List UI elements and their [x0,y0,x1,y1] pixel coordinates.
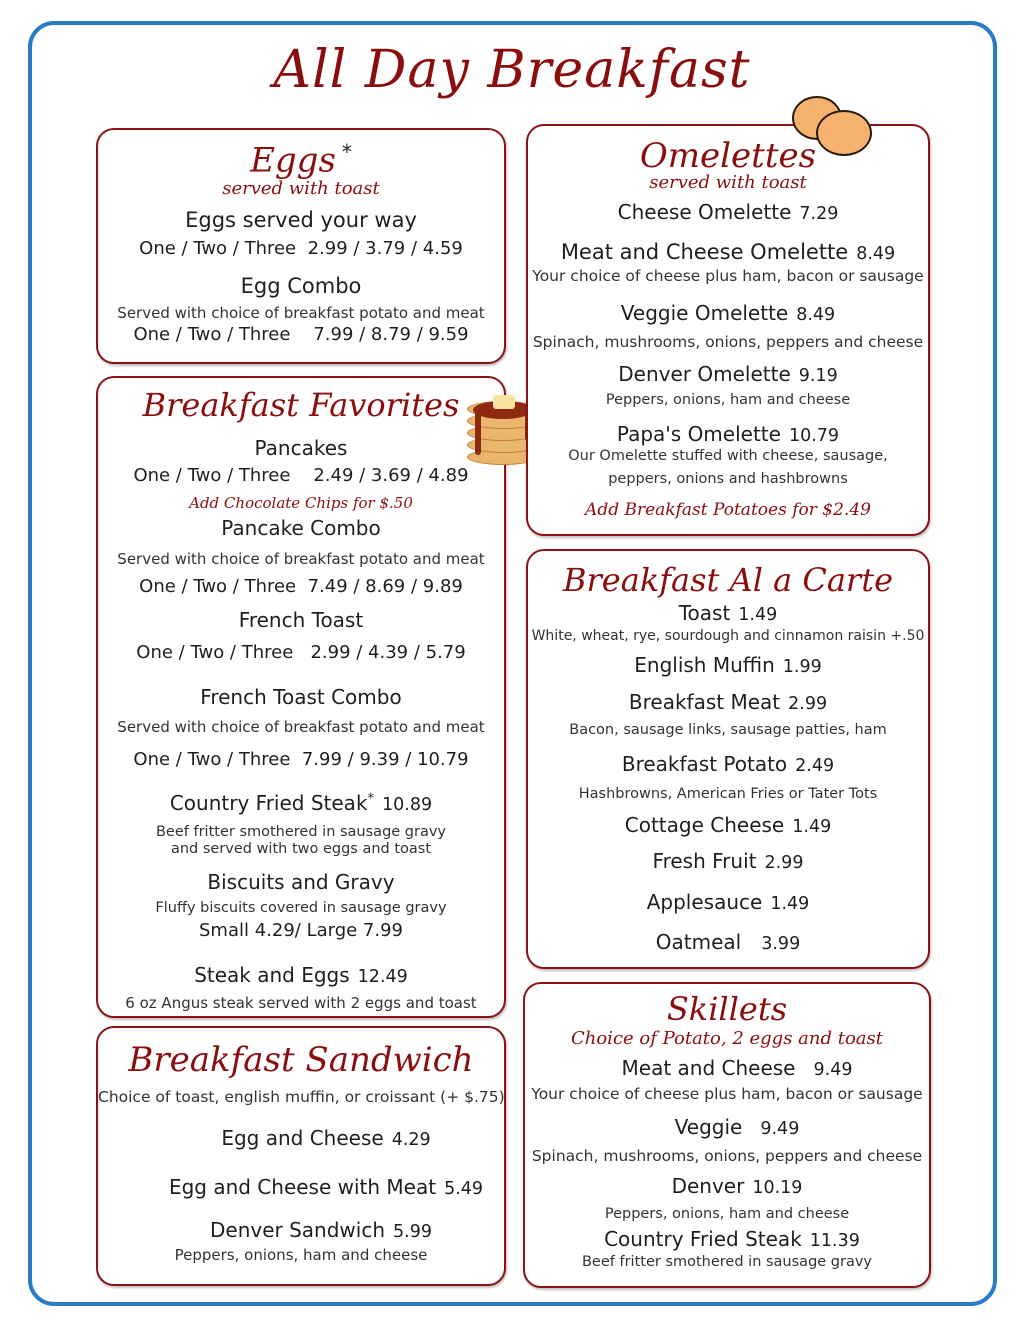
section-subheading: Choice of toast, english muffin, or croissant (+ $.75) [98,1088,505,1106]
menu-item-name: Country Fried Steak 11.39 [604,1227,860,1251]
menu-item-sizes: Small 4.29/ Large 7.99 [198,920,404,941]
menu-item-name: Meat and Cheese Omelette 8.49 [560,240,896,264]
menu-item-description: 6 oz Angus steak served with 2 eggs and toast [125,994,477,1012]
menu-item-description: and served with two eggs and toast [170,841,432,857]
menu-item-options: One / Two / Three 7.99 / 9.39 / 10.79 [133,749,469,770]
section-subheading: served with toast [222,178,380,199]
menu-item-name: Meat and Cheese 9.49 [621,1056,853,1080]
menu-item-name: French Toast [238,608,364,632]
menu-item-description: Fluffy biscuits covered in sausage gravy [155,900,447,916]
menu-item-description: Your choice of cheese plus ham, bacon or sausage [531,1085,923,1103]
section-breakfast-favorites [96,376,506,1018]
menu-item-description: Peppers, onions, ham and cheese [174,1246,428,1264]
section-omelettes [526,124,930,536]
menu-item-description: Spinach, mushrooms, onions, peppers and cheese [532,333,924,351]
menu-item-description: Beef fritter smothered in sausage gravy [581,1254,873,1270]
menu-item-name: Denver Sandwich 5.99 [210,1218,432,1242]
menu-item-name: Oatmeal 3.99 [655,930,801,954]
menu-item-options: One / Two / Three 2.49 / 3.69 / 4.89 [133,465,469,486]
menu-item-name: Pancake Combo [221,516,381,540]
menu-item-name: Egg and Cheese 4.29 [221,1126,431,1150]
menu-item-name: Steak and Eggs 12.49 [194,963,408,987]
menu-item-description: Spinach, mushrooms, onions, peppers and cheese [531,1147,923,1165]
menu-item-name: Breakfast Meat 2.99 [628,690,828,714]
menu-item-description: Peppers, onions, ham and cheese [605,392,851,408]
menu-item-options: One / Two / Three 7.99 / 8.79 / 9.59 [133,324,469,345]
section-breakfast-al-a-carte [526,549,930,969]
section-subheading: Choice of Potato, 2 eggs and toast [570,1028,883,1049]
menu-item-description: Served with choice of breakfast potato and meat [117,304,485,322]
menu-item-description: Your choice of cheese plus ham, bacon or sausage [532,267,924,285]
menu-item-name: Pancakes [254,436,348,460]
menu-note: Add Chocolate Chips for $.50 [189,494,413,512]
menu-item-description: Served with choice of breakfast potato and meat [117,718,485,736]
menu-item-name: English Muffin 1.99 [634,653,822,677]
menu-item-description: Bacon, sausage links, sausage patties, ham [569,722,887,738]
menu-item-name: Egg Combo [240,274,362,298]
menu-item-name: Country Fried Steak* 10.89 [169,791,433,815]
menu-item-name: Applesauce 1.49 [646,890,810,914]
menu-item-name: Veggie Omelette 8.49 [620,301,836,325]
menu-item-name: Biscuits and Gravy [207,870,395,894]
section-breakfast-sandwich [96,1026,506,1286]
menu-item-name: Cheese Omelette 7.29 [617,200,839,224]
section-eggs [96,128,506,364]
menu-item-name: Papa's Omelette 10.79 [616,422,840,446]
menu-item-description: Hashbrowns, American Fries or Tater Tots [578,786,878,802]
page-title: All Day Breakfast [273,40,751,100]
menu-item-description: peppers, onions and hashbrowns [608,471,848,487]
menu-item-name: Denver 10.19 [671,1174,803,1198]
menu-item-description: White, wheat, rye, sourdough and cinnamon raisin +.50 [531,628,925,644]
menu-item-name: Veggie 9.49 [674,1115,800,1139]
menu-item-options: One / Two / Three 2.99 / 3.79 / 4.59 [139,238,463,259]
menu-item-name: Egg and Cheese with Meat 5.49 [168,1175,484,1199]
section-heading: Breakfast Al a Carte [562,561,893,599]
menu-item-description: Peppers, onions, ham and cheese [604,1206,850,1222]
menu-item-name: French Toast Combo [200,685,402,709]
section-skillets [523,982,931,1288]
menu-item-name: Cottage Cheese 1.49 [624,813,832,837]
menu-item-name: Eggs served your way [185,208,417,232]
section-heading: Breakfast Sandwich [128,1040,474,1080]
menu-item-options: One / Two / Three 7.49 / 8.69 / 9.89 [139,576,463,597]
menu-item-name: Fresh Fruit 2.99 [652,849,804,873]
menu-item-name: Breakfast Potato 2.49 [621,752,835,776]
menu-item-description: Beef fritter smothered in sausage gravy [155,824,447,840]
section-heading: Eggs * [250,140,352,181]
section-heading: Skillets [666,990,788,1028]
section-subheading: served with toast [649,172,807,193]
menu-item-name: Denver Omelette 9.19 [618,362,838,386]
menu-item-name: Toast 1.49 [678,601,778,625]
section-heading: Breakfast Favorites [142,386,460,424]
menu-item-options: One / Two / Three 2.99 / 4.39 / 5.79 [136,642,466,663]
section-heading: Omelettes [639,136,817,176]
menu-note: Add Breakfast Potatoes for $2.49 [585,500,871,520]
menu-item-description: Our Omelette stuffed with cheese, sausage, [568,448,888,464]
menu-item-description: Served with choice of breakfast potato and meat [117,550,485,568]
